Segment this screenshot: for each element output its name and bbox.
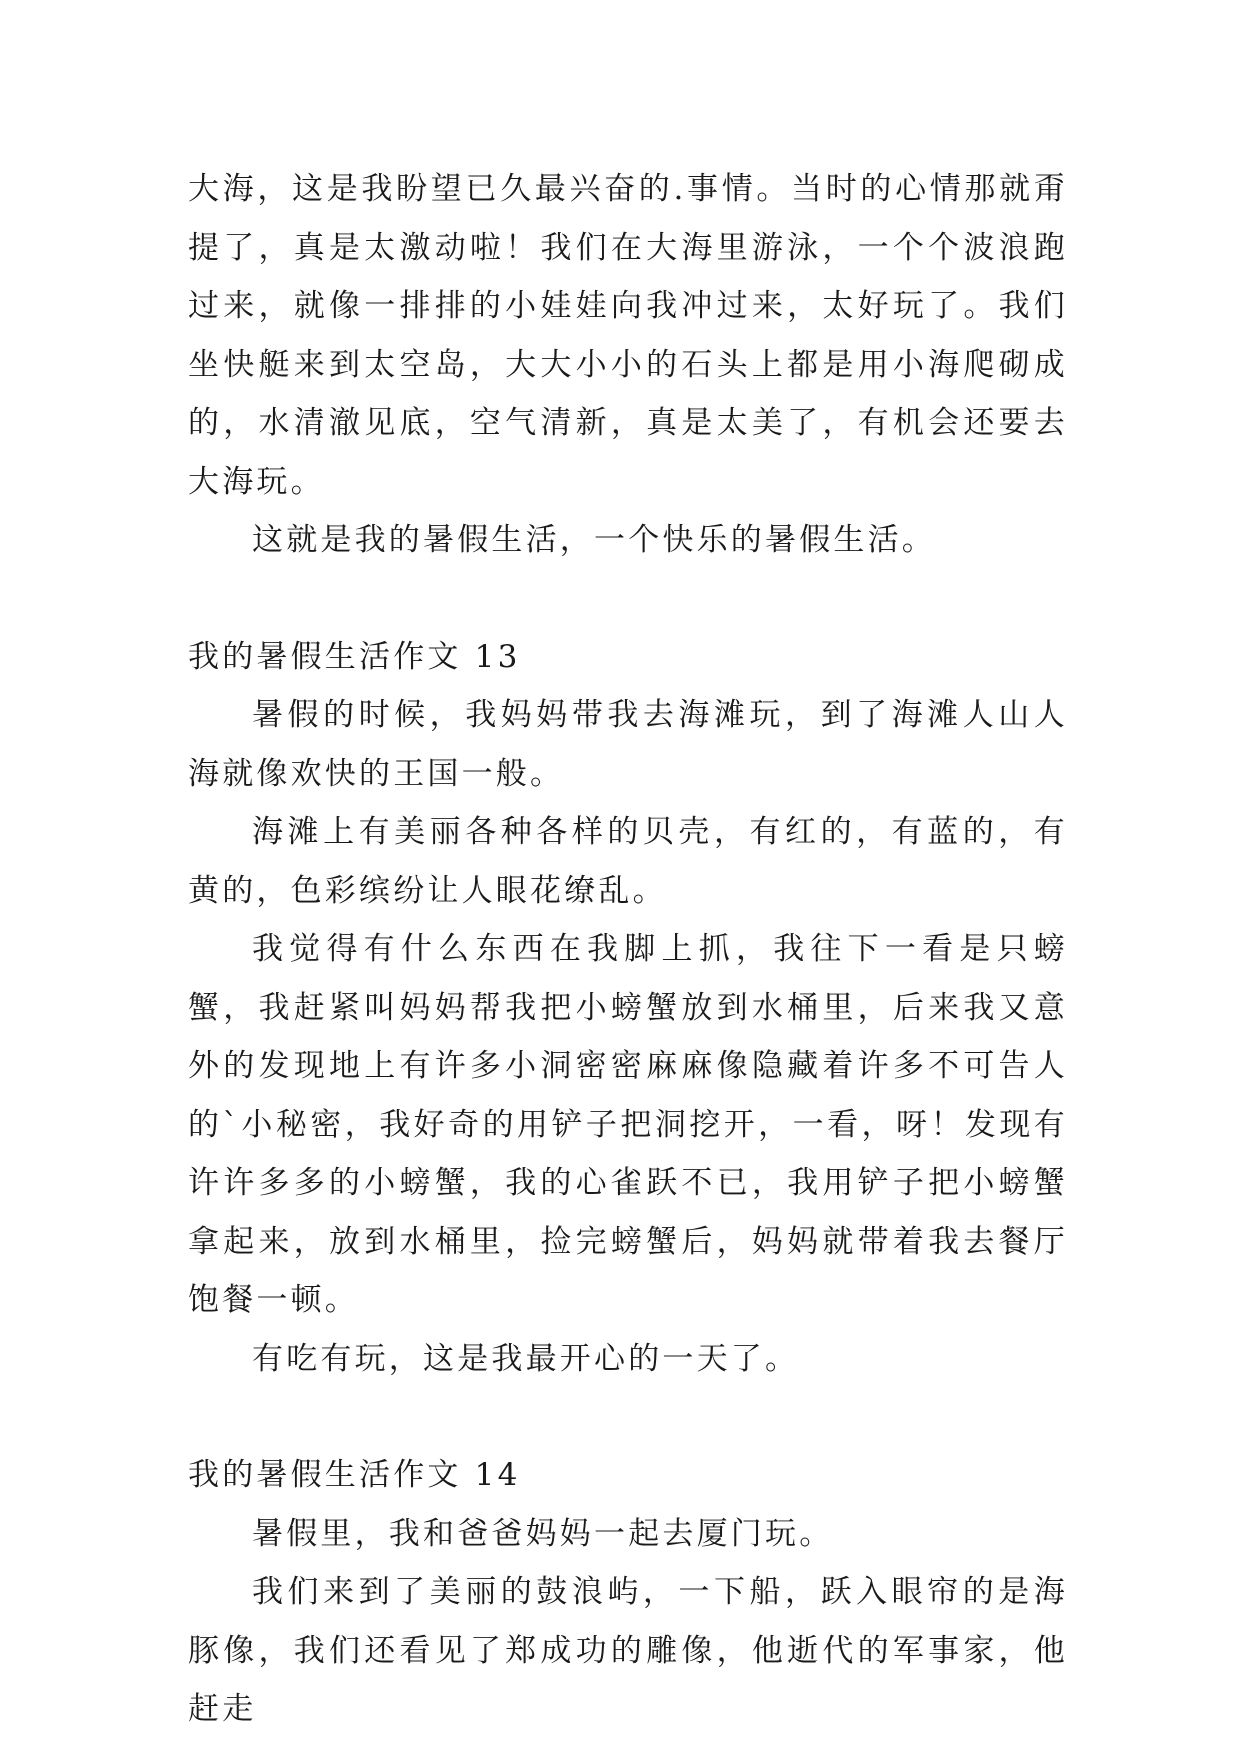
section-14-paragraph: 我们来到了美丽的鼓浪屿，一下船，跃入眼帘的是海豚像，我们还看见了郑成功的雕像，他逝代的军事家，他赶走 [188, 1574, 1068, 1727]
section-13-paragraph: 有吃有玩，这是我最开心的一天了。 [252, 1340, 800, 1377]
document-body [188, 160, 1068, 1739]
section-14-title: 我的暑假生活作文 14 [188, 1457, 521, 1493]
paragraph-summary: 这就是我的暑假生活，一个快乐的暑假生活。 [252, 522, 936, 558]
section-13-paragraph: 暑假的时候，我妈妈带我去海滩玩，到了海滩人山人海就像欢快的王国一般。 [188, 697, 1068, 792]
section-13-paragraph: 海滩上有美丽各种各样的贝壳，有红的，有蓝的，有黄的，色彩缤纷让人眼花缭乱。 [188, 814, 1068, 909]
section-13-paragraph: 我觉得有什么东西在我脚上抓，我往下一看是只螃蟹，我赶紧叫妈妈帮我把小螃蟹放到水桶里，后来我又意外的发现地上有许多小洞密密麻麻像隐藏着许多不可告人的`小秘密，我好奇的用铲子把洞挖开，一看，呀！发现有许许多多的小螃蟹，我的心雀跃不已，我用铲子把小螃蟹拿起来，放到水桶里，捡完螃蟹后，妈妈就带着我去餐厅饱餐一顿。 [188, 931, 1068, 1318]
section-14-paragraph: 暑假里，我和爸爸妈妈一起去厦门玩。 [252, 1515, 834, 1552]
section-13-title: 我的暑假生活作文 13 [188, 638, 521, 675]
paragraph-sea-trip: 大海，这是我盼望已久最兴奋的.事情。当时的心情那就甭提了，真是太激动啦！我们在大海里游泳，一个个波浪跑过来，就像一排排的小娃娃向我冲过来，太好玩了。我们坐快艇来到太空岛，大大小小的石头上都是用小海爬砌成的，水清澈见底，空气清新，真是太美了，有机会还要去大海玩。 [188, 171, 1068, 500]
